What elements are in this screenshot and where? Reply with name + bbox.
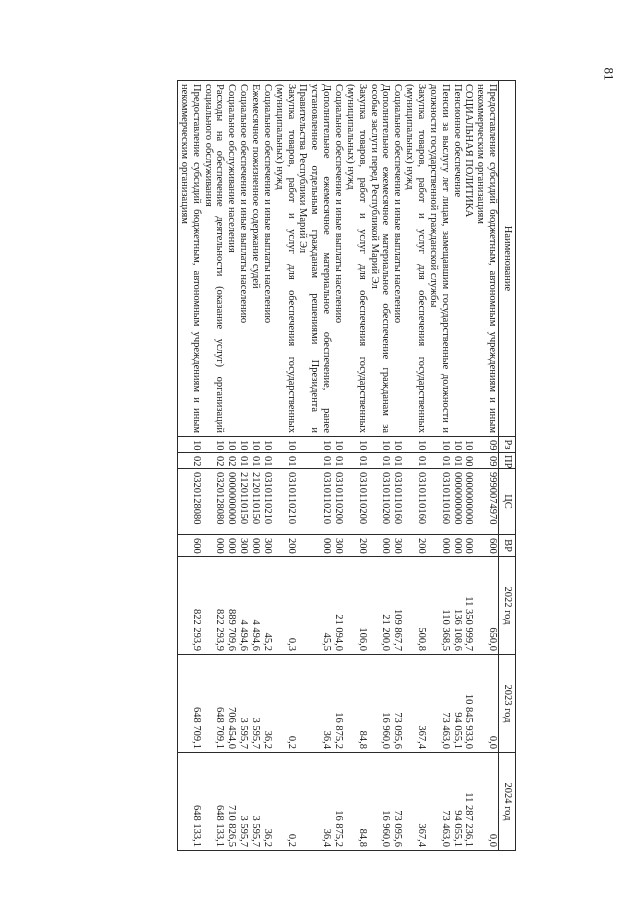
cell-cs: 0310110160 — [391, 469, 403, 535]
cell-rz: 10 — [451, 437, 463, 453]
cell-vr: 000 — [368, 535, 392, 557]
cell-name: Дополнительное ежемесячное материальное обеспечение, ранее установленное отдельным гражданам решениями Президента и Правительства Республики Марий Эл — [297, 81, 333, 437]
cell-2022: 822 293,9 — [177, 557, 201, 655]
cell-2024: 0,0 — [474, 753, 498, 851]
cell-2022: 45,5 — [297, 557, 333, 655]
table-row — [202, 81, 226, 851]
cell-rz: 10 — [225, 437, 237, 453]
budget-table — [177, 80, 516, 851]
table-row — [297, 81, 333, 851]
cell-2022: 21 094,0 — [332, 557, 344, 655]
cell-2022: 106,0 — [344, 557, 368, 655]
cell-pr: 01 — [261, 453, 273, 469]
cell-2023: 0,0 — [474, 655, 498, 753]
cell-rz: 10 — [463, 437, 475, 453]
cell-cs: 2120110150 — [249, 469, 261, 535]
cell-pr: 02 — [202, 453, 226, 469]
cell-cs: 0320128080 — [177, 469, 201, 535]
cell-2022: 109 867,7 — [391, 557, 403, 655]
cell-cs: 0000000000 — [463, 469, 475, 535]
header-rz: Рз — [499, 437, 516, 453]
cell-pr: 01 — [297, 453, 333, 469]
cell-vr: 000 — [202, 535, 226, 557]
cell-name: Предоставление субсидий бюджетным, автономным учреждениям и иным некоммерческим организациям — [474, 81, 498, 437]
cell-2023: 3 595,7 — [249, 655, 261, 753]
cell-pr: 02 — [225, 453, 237, 469]
cell-pr: 01 — [427, 453, 451, 469]
cell-rz: 10 — [249, 437, 261, 453]
table-row — [403, 81, 427, 851]
table-header-row — [499, 81, 516, 851]
cell-name: Социальное обеспечение и иные выплаты населению — [261, 81, 273, 437]
cell-2023: 73 095,6 — [391, 655, 403, 753]
table-row — [261, 81, 273, 851]
cell-pr: 01 — [344, 453, 368, 469]
cell-vr: 000 — [451, 535, 463, 557]
table-row — [463, 81, 475, 851]
cell-2024: 73 095,6 — [391, 753, 403, 851]
table-row — [249, 81, 261, 851]
table-row — [273, 81, 297, 851]
cell-rz: 10 — [344, 437, 368, 453]
cell-2022: 4 494,6 — [249, 557, 261, 655]
rotated-table-container — [92, 80, 516, 850]
cell-pr: 01 — [273, 453, 297, 469]
cell-2024: 3 595,7 — [237, 753, 249, 851]
cell-2024: 3 595,7 — [249, 753, 261, 851]
cell-cs: 0310110200 — [344, 469, 368, 535]
cell-name: Социальное обеспечение и иные выплаты населению — [237, 81, 249, 437]
cell-vr: 600 — [474, 535, 498, 557]
cell-2022: 110 368,5 — [427, 557, 451, 655]
header-2024: 2024 год — [499, 753, 516, 851]
cell-vr: 300 — [332, 535, 344, 557]
cell-pr: 01 — [391, 453, 403, 469]
cell-2023: 648 709,1 — [177, 655, 201, 753]
header-cs: ЦС — [499, 469, 516, 535]
cell-vr: 200 — [273, 535, 297, 557]
header-pr: ПР — [499, 453, 516, 469]
table-row — [344, 81, 368, 851]
cell-pr: 00 — [463, 453, 475, 469]
table-row — [332, 81, 344, 851]
cell-pr: 02 — [177, 453, 201, 469]
cell-2024: 648 133,1 — [202, 753, 226, 851]
table-body — [177, 81, 498, 851]
cell-name: Предоставление субсидий бюджетным, автономным учреждениям и иным некоммерческим организациям — [177, 81, 201, 437]
cell-2024: 0,2 — [273, 753, 297, 851]
cell-rz: 10 — [177, 437, 201, 453]
table-row — [237, 81, 249, 851]
cell-cs: 0310110210 — [273, 469, 297, 535]
table-row — [368, 81, 392, 851]
cell-2022: 136 108,6 — [451, 557, 463, 655]
cell-pr: 09 — [474, 453, 498, 469]
cell-2023: 73 463,0 — [427, 655, 451, 753]
cell-2023: 94 055,1 — [451, 655, 463, 753]
cell-pr: 01 — [451, 453, 463, 469]
cell-rz: 10 — [332, 437, 344, 453]
cell-2023: 16 875,2 — [332, 655, 344, 753]
cell-vr: 300 — [237, 535, 249, 557]
cell-2022: 822 293,9 — [202, 557, 226, 655]
cell-vr: 300 — [261, 535, 273, 557]
cell-cs: 0000000000 — [225, 469, 237, 535]
cell-2023: 3 595,7 — [237, 655, 249, 753]
cell-pr: 01 — [368, 453, 392, 469]
cell-cs: 0000000000 — [451, 469, 463, 535]
cell-cs: 0310110160 — [427, 469, 451, 535]
cell-2022: 45,2 — [261, 557, 273, 655]
table-row — [225, 81, 237, 851]
cell-name: Социальное обслуживание населения — [225, 81, 237, 437]
cell-2024: 84,8 — [344, 753, 368, 851]
header-name: Наименование — [499, 81, 516, 437]
cell-2022: 889 709,6 — [225, 557, 237, 655]
table-row — [177, 81, 201, 851]
table-row — [391, 81, 403, 851]
cell-2024: 36,4 — [297, 753, 333, 851]
table-row — [474, 81, 498, 851]
cell-name: Дополнительное ежемесячное материальное обеспечение гражданам за особые заслуги перед Республикой Марий Эл — [368, 81, 392, 437]
page-number: 81 — [601, 67, 617, 81]
cell-rz: 10 — [297, 437, 333, 453]
cell-vr: 200 — [403, 535, 427, 557]
cell-pr: 01 — [403, 453, 427, 469]
cell-cs: 0310110200 — [368, 469, 392, 535]
cell-rz: 10 — [237, 437, 249, 453]
cell-rz: 10 — [368, 437, 392, 453]
table-row — [451, 81, 463, 851]
cell-rz: 10 — [202, 437, 226, 453]
cell-2024: 710 826,5 — [225, 753, 237, 851]
cell-name: Расходы на обеспечение деятельности (оказание услуг) организаций социального обслуживания — [202, 81, 226, 437]
cell-2022: 650,0 — [474, 557, 498, 655]
cell-cs: 0310110200 — [332, 469, 344, 535]
cell-name: Закупка товаров, работ и услуг для обеспечения государственных (муниципальных) нужд — [344, 81, 368, 437]
cell-vr: 300 — [391, 535, 403, 557]
cell-2022: 21 200,0 — [368, 557, 392, 655]
cell-2023: 36,4 — [297, 655, 333, 753]
cell-2023: 10 845 933,0 — [463, 655, 475, 753]
table-row — [427, 81, 451, 851]
cell-vr: 200 — [344, 535, 368, 557]
cell-name: Пенсионное обеспечение — [451, 81, 463, 437]
cell-vr: 000 — [297, 535, 333, 557]
cell-2024: 11 287 236,1 — [463, 753, 475, 851]
cell-pr: 01 — [332, 453, 344, 469]
cell-cs: 2120110150 — [237, 469, 249, 535]
cell-rz: 10 — [261, 437, 273, 453]
cell-vr: 000 — [427, 535, 451, 557]
cell-name: Закупка товаров, работ и услуг для обеспечения государственных (муниципальных) нужд — [273, 81, 297, 437]
cell-cs: 0310110210 — [261, 469, 273, 535]
header-2023: 2023 год — [499, 655, 516, 753]
cell-vr: 000 — [463, 535, 475, 557]
cell-2022: 500,8 — [403, 557, 427, 655]
header-2022: 2022 год — [499, 557, 516, 655]
cell-name: Закупка товаров, работ и услуг для обеспечения государственных (муниципальных) нужд — [403, 81, 427, 437]
cell-2022: 11 350 999,7 — [463, 557, 475, 655]
cell-rz: 10 — [427, 437, 451, 453]
cell-name: Ежемесячное пожизненное содержание судей — [249, 81, 261, 437]
cell-2024: 367,4 — [403, 753, 427, 851]
page-frame — [92, 80, 516, 850]
cell-name: СОЦИАЛЬНАЯ ПОЛИТИКА — [463, 81, 475, 437]
cell-2023: 648 709,1 — [202, 655, 226, 753]
cell-2023: 706 454,0 — [225, 655, 237, 753]
cell-rz: 10 — [403, 437, 427, 453]
cell-2024: 94 055,1 — [451, 753, 463, 851]
cell-vr: 600 — [177, 535, 201, 557]
cell-2024: 73 463,0 — [427, 753, 451, 851]
cell-cs: 0320128080 — [202, 469, 226, 535]
cell-pr: 01 — [249, 453, 261, 469]
cell-2024: 648 133,1 — [177, 753, 201, 851]
header-vr: ВР — [499, 535, 516, 557]
cell-2024: 16 960,0 — [368, 753, 392, 851]
cell-2023: 16 960,0 — [368, 655, 392, 753]
cell-vr: 000 — [225, 535, 237, 557]
cell-2024: 16 875,2 — [332, 753, 344, 851]
cell-rz: 09 — [474, 437, 498, 453]
cell-name: Социальное обеспечение и иные выплаты населению — [391, 81, 403, 437]
cell-name: Социальное обеспечение и иные выплаты населению — [332, 81, 344, 437]
cell-cs: 0310110160 — [403, 469, 427, 535]
cell-2023: 36,2 — [261, 655, 273, 753]
cell-2022: 0,3 — [273, 557, 297, 655]
cell-2023: 84,8 — [344, 655, 368, 753]
cell-cs: 9990074970 — [474, 469, 498, 535]
cell-2023: 0,2 — [273, 655, 297, 753]
cell-name: Пенсии за выслугу лет лицам, замещавшим государственные должности и должности государственной гражданской службы — [427, 81, 451, 437]
cell-vr: 000 — [249, 535, 261, 557]
cell-2023: 367,4 — [403, 655, 427, 753]
cell-cs: 0310110210 — [297, 469, 333, 535]
cell-2024: 36,2 — [261, 753, 273, 851]
cell-rz: 10 — [391, 437, 403, 453]
cell-pr: 01 — [237, 453, 249, 469]
cell-rz: 10 — [273, 437, 297, 453]
cell-2022: 4 494,6 — [237, 557, 249, 655]
